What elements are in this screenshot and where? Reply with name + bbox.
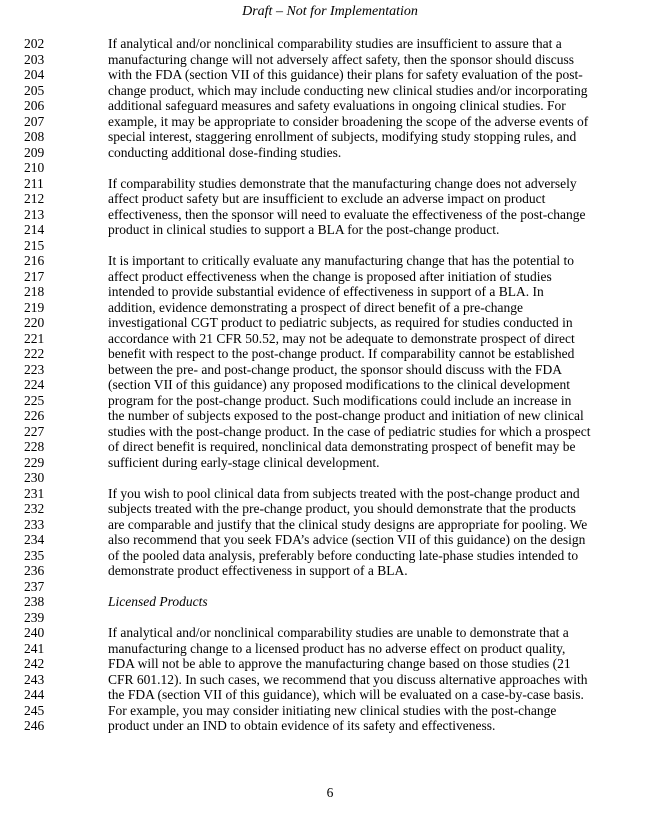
line-text: intended to provide substantial evidence of effectiveness in support of a BLA. In — [108, 284, 544, 299]
section-heading: Licensed Products — [108, 594, 208, 609]
document-line — [0, 36, 660, 52]
document-line — [0, 98, 660, 114]
line-text: FDA will not be able to approve the manufacturing change based on those studies (21 — [108, 656, 571, 671]
line-number: 233 — [24, 516, 45, 532]
line-number: 207 — [24, 113, 45, 129]
line-text: affect product effectiveness when the change is proposed after initiation of studies — [108, 268, 552, 284]
line-number: 223 — [24, 361, 45, 377]
document-line — [0, 641, 660, 657]
line-number: 202 — [24, 36, 45, 51]
page-number: 6 — [326, 785, 334, 800]
line-number: 225 — [24, 392, 45, 408]
line-number: 211 — [24, 175, 44, 191]
line-number: 217 — [24, 268, 45, 284]
line-number: 235 — [24, 547, 45, 563]
line-number: 236 — [24, 563, 45, 578]
document-line — [0, 222, 660, 238]
line-number: 242 — [24, 656, 45, 671]
document-line — [0, 331, 660, 347]
document-line — [0, 672, 660, 688]
document-line — [0, 703, 660, 719]
line-text: investigational CGT product to pediatric subjects, as required for studies conducted in — [108, 315, 573, 330]
document-body — [0, 36, 660, 734]
document-line — [0, 114, 660, 130]
document-line — [0, 191, 660, 207]
document-line — [0, 393, 660, 409]
document-line — [0, 563, 660, 579]
line-text: of direct benefit is required, nonclinical data demonstrating prospect of benefit may be — [108, 439, 576, 454]
document-line — [0, 253, 660, 269]
line-number: 218 — [24, 284, 45, 299]
document-line — [0, 83, 660, 99]
line-number: 209 — [24, 144, 45, 160]
line-text: special interest, staggering enrollment of subjects, modifying study stopping rules, and — [108, 129, 577, 144]
document-line — [0, 346, 660, 362]
line-text: manufacturing change will not adversely affect safety, then the sponsor should discuss — [108, 51, 575, 67]
line-number: 234 — [24, 532, 45, 547]
line-number: 228 — [24, 439, 45, 454]
line-number: 239 — [24, 609, 45, 625]
document-line — [0, 160, 660, 176]
line-text: benefit with respect to the post-change product. If comparability cannot be established — [108, 346, 575, 361]
line-number: 231 — [24, 485, 45, 501]
line-text: with the FDA (section VII of this guidance) their plans for safety evaluation of the post- — [108, 67, 583, 82]
document-line — [0, 300, 660, 316]
document-line — [0, 532, 660, 548]
line-text: studies with the post-change product. In the case of pediatric studies for which a prospect — [108, 423, 591, 439]
document-line — [0, 52, 660, 68]
line-text: sufficient during early-stage clinical development. — [108, 454, 380, 470]
document-line — [0, 594, 660, 610]
line-text: the FDA (section VII of this guidance), which will be evaluated on a case-by-case basis. — [108, 687, 584, 702]
line-text: program for the post-change product. Such modifications could include an increase in — [108, 392, 572, 408]
line-text: between the pre- and post-change product, the sponsor should discuss with the FDA — [108, 361, 563, 377]
line-text: If analytical and/or nonclinical comparability studies are insufficient to assure that a — [108, 36, 562, 51]
document-line — [0, 362, 660, 378]
line-number: 208 — [24, 129, 45, 144]
line-text: effectiveness, then the sponsor will need to evaluate the effectiveness of the post-change — [108, 206, 586, 222]
document-line — [0, 548, 660, 564]
line-number: 227 — [24, 423, 45, 439]
document-line — [0, 408, 660, 424]
line-number: 203 — [24, 51, 45, 67]
line-number: 245 — [24, 702, 45, 718]
document-line — [0, 501, 660, 517]
document-line — [0, 67, 660, 83]
line-text: are comparable and justify that the clinical study designs are appropriate for pooling. We — [108, 516, 588, 532]
line-text: If comparability studies demonstrate that the manufacturing change does not adversely — [108, 175, 577, 191]
line-number: 213 — [24, 206, 45, 222]
document-line — [0, 284, 660, 300]
line-text: If analytical and/or nonclinical comparability studies are unable to demonstrate that a — [108, 625, 569, 640]
document-line — [0, 377, 660, 393]
document-line — [0, 470, 660, 486]
line-text: of the pooled data analysis, preferably before conducting late-phase studies intended to — [108, 547, 579, 563]
line-number: 212 — [24, 191, 45, 206]
line-number: 244 — [24, 687, 45, 702]
line-number: 224 — [24, 377, 45, 392]
line-number: 219 — [24, 299, 45, 315]
line-number: 214 — [24, 222, 45, 237]
document-line — [0, 145, 660, 161]
line-number: 205 — [24, 82, 45, 98]
document-line — [0, 238, 660, 254]
line-number: 230 — [24, 470, 45, 485]
line-text: (section VII of this guidance) any proposed modifications to the clinical development — [108, 377, 570, 392]
line-text: For example, you may consider initiating new clinical studies with the post-change — [108, 702, 557, 718]
line-text: addition, evidence demonstrating a prospect of direct benefit of a pre-change — [108, 299, 523, 315]
line-number: 243 — [24, 671, 45, 687]
document-line — [0, 579, 660, 595]
document-line — [0, 315, 660, 331]
line-text: also recommend that you seek FDA’s advice (section VII of this guidance) on the design — [108, 532, 586, 547]
line-number: 246 — [24, 718, 45, 733]
line-number: 216 — [24, 253, 45, 268]
line-number: 238 — [24, 594, 45, 609]
line-text: demonstrate product effectiveness in support of a BLA. — [108, 563, 408, 578]
document-line — [0, 687, 660, 703]
line-text: CFR 601.12). In such cases, we recommend that you discuss alternative approaches with — [108, 671, 588, 687]
line-number: 241 — [24, 640, 45, 656]
line-number: 220 — [24, 315, 45, 330]
line-text: conducting additional dose-finding studies. — [108, 144, 342, 160]
document-line — [0, 625, 660, 641]
line-number: 237 — [24, 578, 45, 594]
line-text: subjects treated with the pre-change product, you should demonstrate that the products — [108, 501, 576, 516]
line-number: 221 — [24, 330, 45, 346]
document-line — [0, 439, 660, 455]
line-text: affect product safety but are insufficient to exclude an adverse impact on product — [108, 191, 546, 206]
document-line — [0, 424, 660, 440]
document-line — [0, 176, 660, 192]
line-number: 204 — [24, 67, 45, 82]
line-number: 226 — [24, 408, 45, 423]
line-text: product in clinical studies to support a BLA for the post-change product. — [108, 222, 500, 237]
line-text: additional safeguard measures and safety evaluations in ongoing clinical studies. For — [108, 98, 566, 113]
document-line — [0, 517, 660, 533]
line-number: 240 — [24, 625, 45, 640]
document-line — [0, 610, 660, 626]
line-text: manufacturing change to a licensed product has no adverse effect on product quality, — [108, 640, 566, 656]
line-number: 215 — [24, 237, 45, 253]
document-line — [0, 718, 660, 734]
line-text: accordance with 21 CFR 50.52, may not be adequate to demonstrate prospect of direct — [108, 330, 575, 346]
line-text: change product, which may include conducting new clinical studies and/or incorporating — [108, 82, 588, 98]
line-number: 210 — [24, 160, 45, 175]
document-line — [0, 455, 660, 471]
line-text: It is important to critically evaluate any manufacturing change that has the potential to — [108, 253, 574, 268]
line-text: product under an IND to obtain evidence of its safety and effectiveness. — [108, 718, 496, 733]
document-line — [0, 207, 660, 223]
line-number: 229 — [24, 454, 45, 470]
line-number: 206 — [24, 98, 45, 113]
line-text: the number of subjects exposed to the post-change product and initiation of new clinical — [108, 408, 584, 423]
line-text: If you wish to pool clinical data from subjects treated with the post-change product and — [108, 485, 580, 501]
document-line — [0, 656, 660, 672]
page-header: Draft – Not for Implementation — [242, 4, 418, 19]
line-number: 222 — [24, 346, 45, 361]
line-number: 232 — [24, 501, 45, 516]
document-line — [0, 486, 660, 502]
document-line — [0, 269, 660, 285]
document-line — [0, 129, 660, 145]
line-text: example, it may be appropriate to consider broadening the scope of the adverse events of — [108, 113, 589, 129]
